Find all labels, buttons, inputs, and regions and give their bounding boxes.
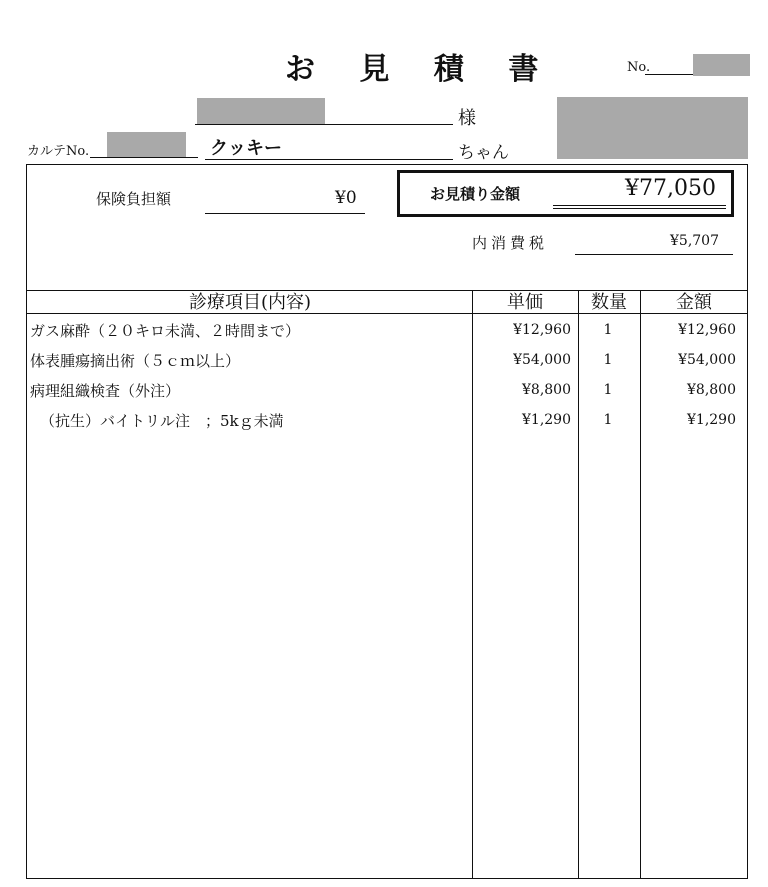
table-row (30, 320, 742, 346)
redacted-clinic-stamp (557, 97, 748, 159)
column-divider-unit-price (472, 290, 473, 879)
pet-suffix: ちゃん (458, 143, 509, 163)
column-header-unit-price: 単価 (507, 292, 543, 313)
row-amount: ¥54,000 (678, 352, 736, 368)
column-header-amount: 金額 (676, 292, 712, 313)
row-amount: ¥1,290 (687, 412, 736, 428)
row-unit-price: ¥1,290 (522, 412, 571, 428)
row-quantity: 1 (603, 352, 613, 368)
row-item: 体表腫瘍摘出術（５ｃｍ以上） (30, 352, 241, 370)
tax-line (575, 254, 733, 255)
column-divider-amount (640, 290, 641, 879)
row-quantity: 1 (603, 412, 613, 428)
honorific-label: 様 (458, 108, 476, 129)
customer-name-line (195, 124, 453, 125)
row-item: ガス麻酔（２０キロ未満、２時間まで） (30, 322, 301, 340)
tax-value: ¥5,707 (670, 233, 719, 249)
pet-name-line (205, 159, 453, 160)
tax-label: 内消費税 (472, 234, 549, 252)
redacted-document-number (693, 54, 750, 76)
redacted-customer-name (197, 98, 325, 124)
column-header-quantity: 数量 (591, 292, 627, 313)
estimate-total-underline (553, 205, 726, 206)
document-title: お 見 積 書 (285, 52, 556, 87)
karte-number-line (90, 157, 198, 158)
row-unit-price: ¥8,800 (522, 382, 571, 398)
document-number-label: No. (627, 60, 651, 75)
karte-number-label: カルテNo. (27, 144, 90, 159)
insurance-value: ¥0 (335, 188, 357, 208)
estimate-total-underline-2 (553, 208, 726, 209)
estimate-total-label: お見積り金額 (430, 185, 521, 203)
insurance-line (205, 213, 365, 214)
row-unit-price: ¥12,960 (513, 322, 571, 338)
column-divider-quantity (578, 290, 579, 879)
row-amount: ¥12,960 (678, 322, 736, 338)
row-item: 病理組織検査（外注） (30, 382, 181, 400)
row-item: （抗生）バイトリル注 ；5kｇ未満 (40, 412, 284, 430)
row-quantity: 1 (603, 322, 613, 338)
pet-name: クッキー (210, 138, 282, 159)
redacted-karte-number (107, 132, 186, 157)
row-quantity: 1 (603, 382, 613, 398)
row-amount: ¥8,800 (687, 382, 736, 398)
insurance-label: 保険負担額 (96, 190, 172, 208)
table-row (30, 350, 742, 376)
column-header-item: 診療項目(内容) (188, 292, 312, 313)
row-unit-price: ¥54,000 (513, 352, 571, 368)
table-row (30, 380, 742, 406)
estimate-total-value: ¥77,050 (625, 176, 716, 201)
table-row (30, 410, 742, 436)
